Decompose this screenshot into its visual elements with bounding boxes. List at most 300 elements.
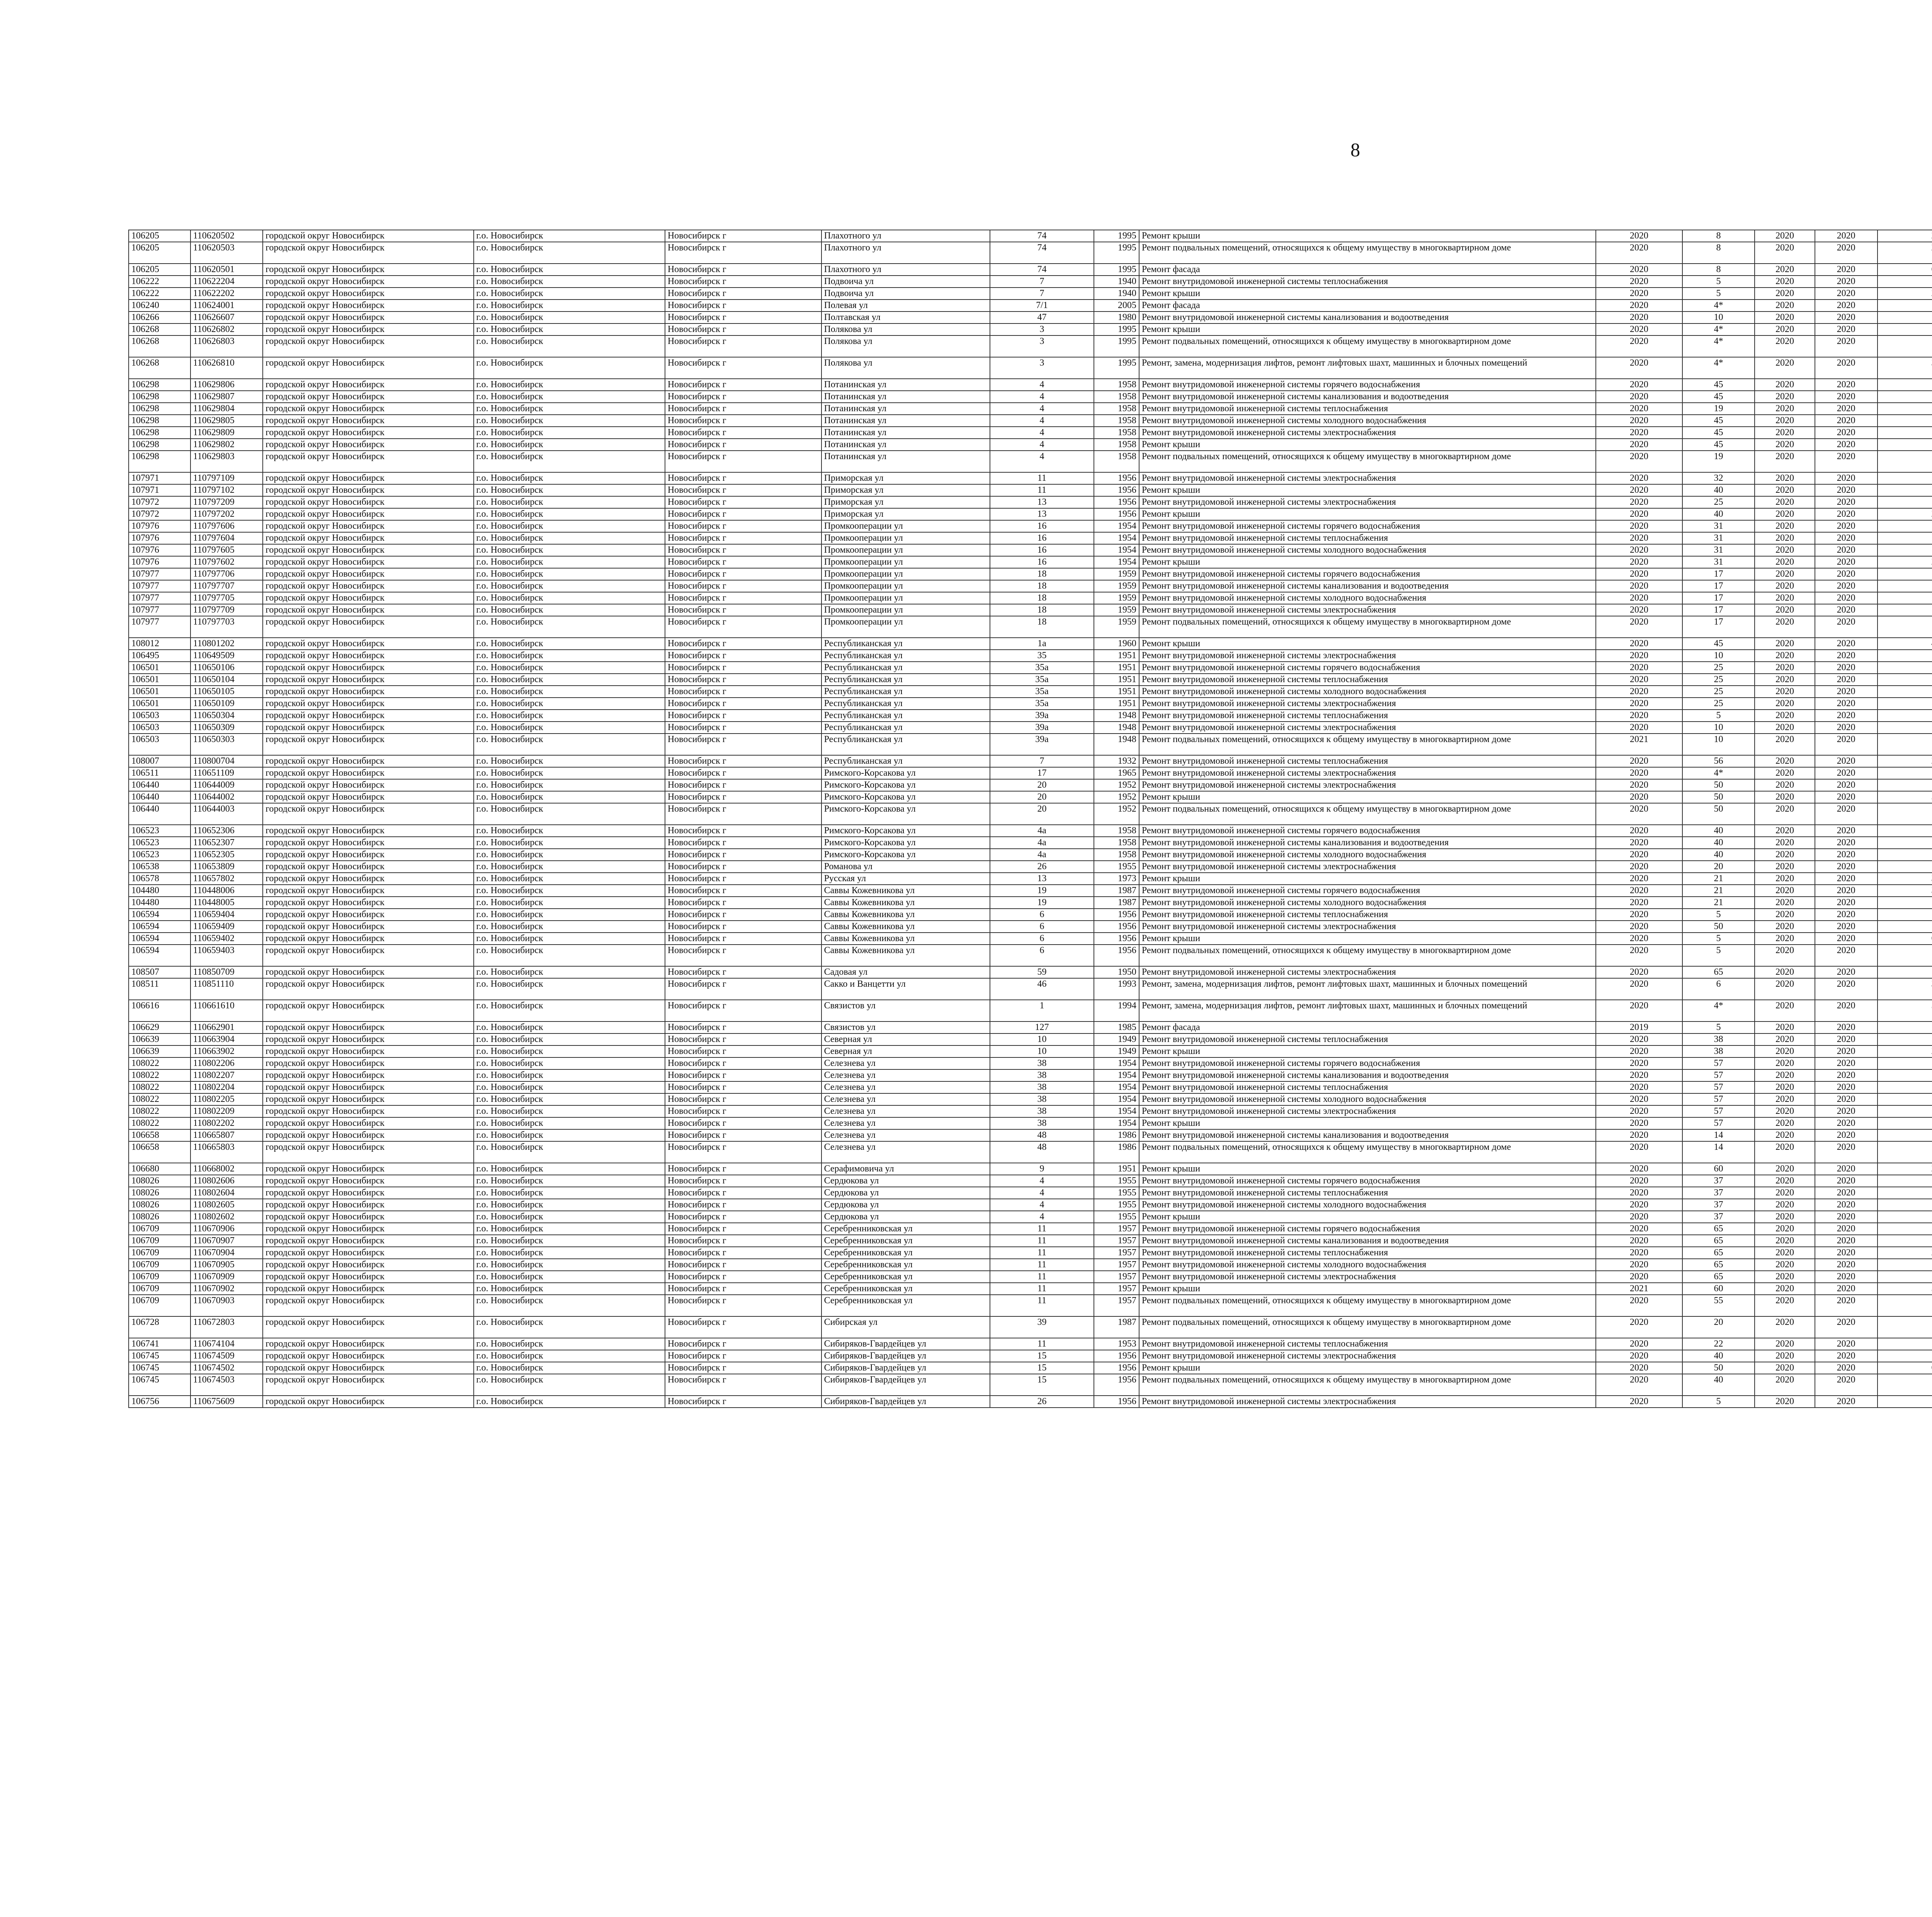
cell-work-id: 110797707 <box>190 580 263 592</box>
cell-total-cost <box>1878 861 1932 873</box>
cell-work-type: Ремонт внутридомовой инженерной системы теплоснабжения <box>1139 755 1596 767</box>
cell-municipality: г.о. Новосибирск <box>474 1000 665 1021</box>
cell-end-year: 2020 <box>1815 1141 1878 1163</box>
cell-work-id: 110659409 <box>190 921 263 933</box>
cell-house-id: 107976 <box>129 532 190 544</box>
cell-total-cost <box>1878 779 1932 791</box>
cell-house-id: 107976 <box>129 556 190 568</box>
cell-work-type: Ремонт внутридомовой инженерной системы электроснабжения <box>1139 472 1596 484</box>
table-row <box>129 544 1932 556</box>
cell-plan-year: 2020 <box>1596 767 1682 779</box>
cell-municipality: г.о. Новосибирск <box>474 496 665 508</box>
cell-house-id: 106298 <box>129 415 190 427</box>
cell-end-year: 2020 <box>1815 1396 1878 1408</box>
cell-total-cost <box>1878 1117 1932 1129</box>
cell-municipality: г.о. Новосибирск <box>474 484 665 496</box>
cell-end-year: 2020 <box>1815 520 1878 532</box>
cell-house-number: 13 <box>990 508 1094 520</box>
cell-wear-percent: 31 <box>1682 532 1755 544</box>
cell-street: Римского-Корсакова ул <box>821 849 990 861</box>
cell-house-number: 11 <box>990 1338 1094 1350</box>
cell-start-year: 2020 <box>1755 1338 1815 1350</box>
cell-start-year: 2020 <box>1755 335 1815 357</box>
cell-work-type: Ремонт внутридомовой инженерной системы холодного водоснабжения <box>1139 897 1596 909</box>
cell-end-year: 2020 <box>1815 1187 1878 1199</box>
cell-build-year: 1951 <box>1094 686 1139 698</box>
cell-end-year: 2020 <box>1815 849 1878 861</box>
cell-street: Промкооперации ул <box>821 532 990 544</box>
cell-municipality: г.о. Новосибирск <box>474 616 665 638</box>
cell-work-type: Ремонт внутридомовой инженерной системы горячего водоснабжения <box>1139 520 1596 532</box>
cell-build-year: 1956 <box>1094 1350 1139 1362</box>
cell-house-number: 19 <box>990 885 1094 897</box>
cell-plan-year: 2020 <box>1596 1223 1682 1235</box>
cell-house-id: 106440 <box>129 791 190 803</box>
cell-start-year: 2020 <box>1755 897 1815 909</box>
cell-street: Потанинская ул <box>821 391 990 403</box>
cell-total-cost <box>1878 484 1932 496</box>
cell-start-year: 2020 <box>1755 933 1815 945</box>
cell-house-id: 106266 <box>129 312 190 323</box>
cell-house-number: 18 <box>990 580 1094 592</box>
cell-build-year: 1957 <box>1094 1295 1139 1316</box>
cell-house-number: 48 <box>990 1129 1094 1141</box>
cell-plan-year: 2020 <box>1596 825 1682 837</box>
cell-plan-year: 2020 <box>1596 849 1682 861</box>
cell-municipal-district: городской округ Новосибирск <box>263 1283 473 1295</box>
cell-end-year: 2020 <box>1815 1093 1878 1105</box>
cell-work-type: Ремонт внутридомовой инженерной системы горячего водоснабжения <box>1139 662 1596 674</box>
table-row <box>129 1338 1932 1350</box>
cell-municipality: г.о. Новосибирск <box>474 1271 665 1283</box>
cell-house-id: 106594 <box>129 921 190 933</box>
cell-build-year: 1986 <box>1094 1129 1139 1141</box>
cell-work-id: 110670905 <box>190 1259 263 1271</box>
cell-wear-percent: 10 <box>1682 734 1755 755</box>
cell-end-year: 2020 <box>1815 1057 1878 1069</box>
cell-house-number: 1а <box>990 638 1094 650</box>
cell-settlement: Новосибирск г <box>665 1374 821 1396</box>
cell-work-id: 110670906 <box>190 1223 263 1235</box>
cell-plan-year: 2020 <box>1596 592 1682 604</box>
cell-municipality: г.о. Новосибирск <box>474 1199 665 1211</box>
cell-house-id: 106298 <box>129 403 190 415</box>
cell-wear-percent: 65 <box>1682 1259 1755 1271</box>
cell-work-type: Ремонт внутридомовой инженерной системы горячего водоснабжения <box>1139 379 1596 391</box>
cell-work-id: 110622204 <box>190 276 263 288</box>
cell-end-year: 2020 <box>1815 1069 1878 1081</box>
cell-start-year: 2020 <box>1755 698 1815 710</box>
cell-work-type: Ремонт внутридомовой инженерной системы электроснабжения <box>1139 698 1596 710</box>
cell-street: Республиканская ул <box>821 686 990 698</box>
capital-repair-table <box>128 230 1932 1408</box>
cell-work-id: 110629802 <box>190 439 263 451</box>
cell-plan-year: 2020 <box>1596 616 1682 638</box>
cell-street: Римского-Корсакова ул <box>821 767 990 779</box>
cell-house-id: 108022 <box>129 1105 190 1117</box>
cell-start-year: 2020 <box>1755 885 1815 897</box>
cell-house-number: 15 <box>990 1350 1094 1362</box>
cell-plan-year: 2020 <box>1596 909 1682 921</box>
cell-work-id: 110629806 <box>190 379 263 391</box>
cell-start-year: 2020 <box>1755 861 1815 873</box>
cell-municipal-district: городской округ Новосибирск <box>263 616 473 638</box>
cell-settlement: Новосибирск г <box>665 1187 821 1199</box>
cell-build-year: 1951 <box>1094 698 1139 710</box>
cell-settlement: Новосибирск г <box>665 242 821 264</box>
cell-municipal-district: городской округ Новосибирск <box>263 1187 473 1199</box>
cell-work-id: 110797605 <box>190 544 263 556</box>
cell-street: Промкооперации ул <box>821 604 990 616</box>
cell-plan-year: 2020 <box>1596 379 1682 391</box>
cell-plan-year: 2020 <box>1596 978 1682 1000</box>
cell-work-id: 110797604 <box>190 532 263 544</box>
cell-wear-percent: 45 <box>1682 638 1755 650</box>
cell-street: Серебренниковская ул <box>821 1271 990 1283</box>
cell-street: Плахотного ул <box>821 242 990 264</box>
cell-work-id: 110802206 <box>190 1057 263 1069</box>
cell-end-year: 2020 <box>1815 978 1878 1000</box>
cell-house-id: 108007 <box>129 755 190 767</box>
cell-end-year: 2020 <box>1815 1175 1878 1187</box>
cell-build-year: 1955 <box>1094 1187 1139 1199</box>
cell-wear-percent: 5 <box>1682 276 1755 288</box>
cell-start-year: 2020 <box>1755 472 1815 484</box>
cell-house-id: 108022 <box>129 1117 190 1129</box>
cell-work-id: 110644002 <box>190 791 263 803</box>
cell-total-cost <box>1878 242 1932 264</box>
cell-end-year: 2020 <box>1815 1271 1878 1283</box>
cell-municipality: г.о. Новосибирск <box>474 825 665 837</box>
cell-end-year: 2020 <box>1815 484 1878 496</box>
cell-end-year: 2020 <box>1815 1081 1878 1093</box>
cell-plan-year: 2020 <box>1596 312 1682 323</box>
cell-wear-percent: 5 <box>1682 710 1755 722</box>
cell-total-cost <box>1878 276 1932 288</box>
cell-work-id: 110657802 <box>190 873 263 885</box>
cell-municipal-district: городской округ Новосибирск <box>263 779 473 791</box>
cell-settlement: Новосибирск г <box>665 1045 821 1057</box>
cell-settlement: Новосибирск г <box>665 933 821 945</box>
cell-end-year: 2020 <box>1815 921 1878 933</box>
cell-build-year: 1955 <box>1094 1211 1139 1223</box>
cell-build-year: 1951 <box>1094 674 1139 686</box>
cell-house-id: 106503 <box>129 722 190 734</box>
cell-work-id: 110797706 <box>190 568 263 580</box>
cell-plan-year: 2021 <box>1596 734 1682 755</box>
cell-street: Республиканская ул <box>821 650 990 662</box>
cell-municipality: г.о. Новосибирск <box>474 427 665 439</box>
cell-build-year: 1952 <box>1094 791 1139 803</box>
cell-municipal-district: городской округ Новосибирск <box>263 1295 473 1316</box>
cell-work-type: Ремонт внутридомовой инженерной системы электроснабжения <box>1139 1271 1596 1283</box>
cell-street: Республиканская ул <box>821 734 990 755</box>
cell-work-type: Ремонт внутридомовой инженерной системы электроснабжения <box>1139 966 1596 978</box>
cell-house-id: 106709 <box>129 1247 190 1259</box>
cell-house-id: 107971 <box>129 484 190 496</box>
cell-plan-year: 2020 <box>1596 1374 1682 1396</box>
cell-house-number: 38 <box>990 1105 1094 1117</box>
cell-house-id: 106594 <box>129 933 190 945</box>
cell-start-year: 2020 <box>1755 1199 1815 1211</box>
cell-house-id: 108507 <box>129 966 190 978</box>
cell-total-cost <box>1878 1129 1932 1141</box>
cell-house-number: 3 <box>990 357 1094 379</box>
cell-end-year: 2020 <box>1815 1235 1878 1247</box>
cell-work-type: Ремонт подвальных помещений, относящихся к общему имуществу в многоквартирном доме <box>1139 1374 1596 1396</box>
cell-municipality: г.о. Новосибирск <box>474 698 665 710</box>
cell-build-year: 1986 <box>1094 1141 1139 1163</box>
cell-municipality: г.о. Новосибирск <box>474 580 665 592</box>
table-row <box>129 873 1932 885</box>
cell-street: Серебренниковская ул <box>821 1223 990 1235</box>
cell-build-year: 1948 <box>1094 710 1139 722</box>
cell-street: Серебренниковская ул <box>821 1247 990 1259</box>
cell-house-number: 4 <box>990 1175 1094 1187</box>
cell-municipal-district: городской округ Новосибирск <box>263 1021 473 1033</box>
cell-wear-percent: 40 <box>1682 508 1755 520</box>
cell-plan-year: 2020 <box>1596 803 1682 825</box>
table-row <box>129 1163 1932 1175</box>
cell-municipal-district: городской округ Новосибирск <box>263 1396 473 1408</box>
cell-build-year: 1954 <box>1094 1081 1139 1093</box>
cell-wear-percent: 60 <box>1682 1163 1755 1175</box>
cell-settlement: Новосибирск г <box>665 439 821 451</box>
cell-end-year: 2020 <box>1815 1021 1878 1033</box>
cell-municipal-district: городской округ Новосибирск <box>263 662 473 674</box>
cell-end-year: 2020 <box>1815 674 1878 686</box>
cell-settlement: Новосибирск г <box>665 734 821 755</box>
cell-total-cost <box>1878 230 1932 242</box>
cell-work-type: Ремонт внутридомовой инженерной системы горячего водоснабжения <box>1139 885 1596 897</box>
cell-house-number: 18 <box>990 616 1094 638</box>
cell-work-id: 110797606 <box>190 520 263 532</box>
cell-municipal-district: городской округ Новосибирск <box>263 357 473 379</box>
cell-build-year: 1958 <box>1094 837 1139 849</box>
cell-plan-year: 2020 <box>1596 1199 1682 1211</box>
cell-house-number: 4а <box>990 849 1094 861</box>
cell-house-number: 7 <box>990 276 1094 288</box>
cell-house-id: 106523 <box>129 825 190 837</box>
table-row <box>129 1211 1932 1223</box>
cell-municipality: г.о. Новосибирск <box>474 323 665 335</box>
cell-work-type: Ремонт внутридомовой инженерной системы электроснабжения <box>1139 779 1596 791</box>
cell-settlement: Новосибирск г <box>665 264 821 276</box>
cell-work-id: 110802606 <box>190 1175 263 1187</box>
cell-municipal-district: городской округ Новосибирск <box>263 544 473 556</box>
cell-house-id: 106240 <box>129 300 190 312</box>
cell-work-type: Ремонт крыши <box>1139 1045 1596 1057</box>
cell-municipality: г.о. Новосибирск <box>474 391 665 403</box>
cell-wear-percent: 5 <box>1682 945 1755 966</box>
cell-total-cost <box>1878 849 1932 861</box>
cell-municipal-district: городской округ Новосибирск <box>263 472 473 484</box>
cell-work-type: Ремонт подвальных помещений, относящихся к общему имуществу в многоквартирном доме <box>1139 1316 1596 1338</box>
cell-work-type: Ремонт фасада <box>1139 1021 1596 1033</box>
cell-plan-year: 2020 <box>1596 779 1682 791</box>
cell-house-number: 4а <box>990 837 1094 849</box>
cell-house-number: 4 <box>990 391 1094 403</box>
cell-end-year: 2020 <box>1815 288 1878 300</box>
cell-street: Полякова ул <box>821 323 990 335</box>
cell-house-number: 7/1 <box>990 300 1094 312</box>
table-row <box>129 1362 1932 1374</box>
cell-start-year: 2020 <box>1755 1283 1815 1295</box>
cell-work-type: Ремонт внутридомовой инженерной системы электроснабжения <box>1139 1396 1596 1408</box>
table-row <box>129 1396 1932 1408</box>
page-number: 8 <box>1350 139 1360 160</box>
cell-plan-year: 2020 <box>1596 1093 1682 1105</box>
cell-work-type: Ремонт подвальных помещений, относящихся к общему имуществу в многоквартирном доме <box>1139 1295 1596 1316</box>
cell-municipal-district: городской округ Новосибирск <box>263 1093 473 1105</box>
cell-start-year: 2020 <box>1755 1316 1815 1338</box>
cell-build-year: 1954 <box>1094 1105 1139 1117</box>
cell-house-number: 38 <box>990 1057 1094 1069</box>
cell-house-number: 35 <box>990 650 1094 662</box>
cell-settlement: Новосибирск г <box>665 1396 821 1408</box>
cell-build-year: 1954 <box>1094 520 1139 532</box>
cell-build-year: 1932 <box>1094 755 1139 767</box>
cell-municipality: г.о. Новосибирск <box>474 532 665 544</box>
cell-start-year: 2020 <box>1755 1000 1815 1021</box>
cell-house-id: 106298 <box>129 391 190 403</box>
cell-wear-percent: 8 <box>1682 264 1755 276</box>
cell-municipality: г.о. Новосибирск <box>474 755 665 767</box>
cell-house-number: 39а <box>990 710 1094 722</box>
cell-house-id: 106523 <box>129 849 190 861</box>
cell-wear-percent: 65 <box>1682 1271 1755 1283</box>
cell-work-id: 110620501 <box>190 264 263 276</box>
cell-wear-percent: 31 <box>1682 556 1755 568</box>
cell-plan-year: 2020 <box>1596 1187 1682 1199</box>
cell-house-id: 106745 <box>129 1350 190 1362</box>
cell-build-year: 1958 <box>1094 825 1139 837</box>
cell-work-id: 110802602 <box>190 1211 263 1223</box>
cell-street: Римского-Корсакова ул <box>821 779 990 791</box>
table-row <box>129 323 1932 335</box>
cell-total-cost <box>1878 873 1932 885</box>
cell-municipality: г.о. Новосибирск <box>474 1316 665 1338</box>
cell-house-number: 39а <box>990 734 1094 755</box>
table-row <box>129 1187 1932 1199</box>
cell-start-year: 2020 <box>1755 779 1815 791</box>
cell-start-year: 2020 <box>1755 391 1815 403</box>
cell-plan-year: 2020 <box>1596 323 1682 335</box>
cell-end-year: 2020 <box>1815 544 1878 556</box>
cell-municipal-district: городской округ Новосибирск <box>263 734 473 755</box>
cell-wear-percent: 25 <box>1682 698 1755 710</box>
cell-work-id: 110651109 <box>190 767 263 779</box>
cell-house-id: 106709 <box>129 1295 190 1316</box>
cell-house-number: 4 <box>990 1199 1094 1211</box>
cell-settlement: Новосибирск г <box>665 300 821 312</box>
cell-build-year: 1957 <box>1094 1259 1139 1271</box>
cell-plan-year: 2020 <box>1596 357 1682 379</box>
cell-municipality: г.о. Новосибирск <box>474 1350 665 1362</box>
table-row <box>129 710 1932 722</box>
cell-plan-year: 2020 <box>1596 722 1682 734</box>
cell-work-type: Ремонт подвальных помещений, относящихся к общему имуществу в многоквартирном доме <box>1139 803 1596 825</box>
cell-wear-percent: 40 <box>1682 849 1755 861</box>
cell-municipality: г.о. Новосибирск <box>474 1362 665 1374</box>
cell-total-cost <box>1878 791 1932 803</box>
cell-work-id: 110797705 <box>190 592 263 604</box>
cell-wear-percent: 50 <box>1682 779 1755 791</box>
cell-end-year: 2020 <box>1815 803 1878 825</box>
cell-work-id: 110644003 <box>190 803 263 825</box>
table-row <box>129 638 1932 650</box>
table-row <box>129 1199 1932 1211</box>
cell-plan-year: 2020 <box>1596 638 1682 650</box>
cell-municipality: г.о. Новосибирск <box>474 837 665 849</box>
cell-house-number: 17 <box>990 767 1094 779</box>
cell-build-year: 1952 <box>1094 803 1139 825</box>
cell-municipality: г.о. Новосибирск <box>474 1033 665 1045</box>
cell-start-year: 2020 <box>1755 1129 1815 1141</box>
cell-work-id: 110624001 <box>190 300 263 312</box>
cell-build-year: 1956 <box>1094 496 1139 508</box>
cell-street: Селезнева ул <box>821 1057 990 1069</box>
cell-work-type: Ремонт, замена, модернизация лифтов, ремонт лифтовых шахт, машинных и блочных помещений <box>1139 357 1596 379</box>
cell-total-cost <box>1878 686 1932 698</box>
cell-end-year: 2020 <box>1815 1362 1878 1374</box>
cell-end-year: 2020 <box>1815 391 1878 403</box>
cell-wear-percent: 31 <box>1682 544 1755 556</box>
cell-house-id: 106745 <box>129 1362 190 1374</box>
cell-municipal-district: городской округ Новосибирск <box>263 1057 473 1069</box>
cell-work-id: 110650304 <box>190 710 263 722</box>
cell-street: Подвоича ул <box>821 288 990 300</box>
cell-work-type: Ремонт внутридомовой инженерной системы канализования и водоотведения <box>1139 312 1596 323</box>
table-row <box>129 1350 1932 1362</box>
cell-wear-percent: 21 <box>1682 897 1755 909</box>
cell-house-number: 11 <box>990 472 1094 484</box>
cell-house-number: 6 <box>990 921 1094 933</box>
cell-municipal-district: городской округ Новосибирск <box>263 849 473 861</box>
cell-plan-year: 2020 <box>1596 1000 1682 1021</box>
cell-build-year: 1993 <box>1094 978 1139 1000</box>
table-row <box>129 1374 1932 1396</box>
cell-house-id: 108022 <box>129 1057 190 1069</box>
cell-total-cost <box>1878 1057 1932 1069</box>
cell-total-cost <box>1878 1069 1932 1081</box>
cell-plan-year: 2020 <box>1596 451 1682 472</box>
cell-wear-percent: 14 <box>1682 1129 1755 1141</box>
cell-start-year: 2020 <box>1755 734 1815 755</box>
cell-wear-percent: 50 <box>1682 803 1755 825</box>
cell-total-cost <box>1878 427 1932 439</box>
table-row <box>129 849 1932 861</box>
cell-street: Республиканская ул <box>821 674 990 686</box>
cell-municipality: г.о. Новосибирск <box>474 791 665 803</box>
cell-plan-year: 2020 <box>1596 300 1682 312</box>
cell-start-year: 2020 <box>1755 1163 1815 1175</box>
cell-work-id: 110670909 <box>190 1271 263 1283</box>
table-row <box>129 1069 1932 1081</box>
cell-house-id: 106680 <box>129 1163 190 1175</box>
cell-total-cost <box>1878 1187 1932 1199</box>
cell-total-cost <box>1878 897 1932 909</box>
cell-build-year: 1956 <box>1094 1362 1139 1374</box>
table-row <box>129 312 1932 323</box>
table-row <box>129 1259 1932 1271</box>
cell-house-number: 26 <box>990 861 1094 873</box>
cell-build-year: 1985 <box>1094 1021 1139 1033</box>
cell-wear-percent: 5 <box>1682 909 1755 921</box>
cell-house-number: 11 <box>990 1271 1094 1283</box>
cell-house-number: 3 <box>990 335 1094 357</box>
cell-wear-percent: 5 <box>1682 933 1755 945</box>
